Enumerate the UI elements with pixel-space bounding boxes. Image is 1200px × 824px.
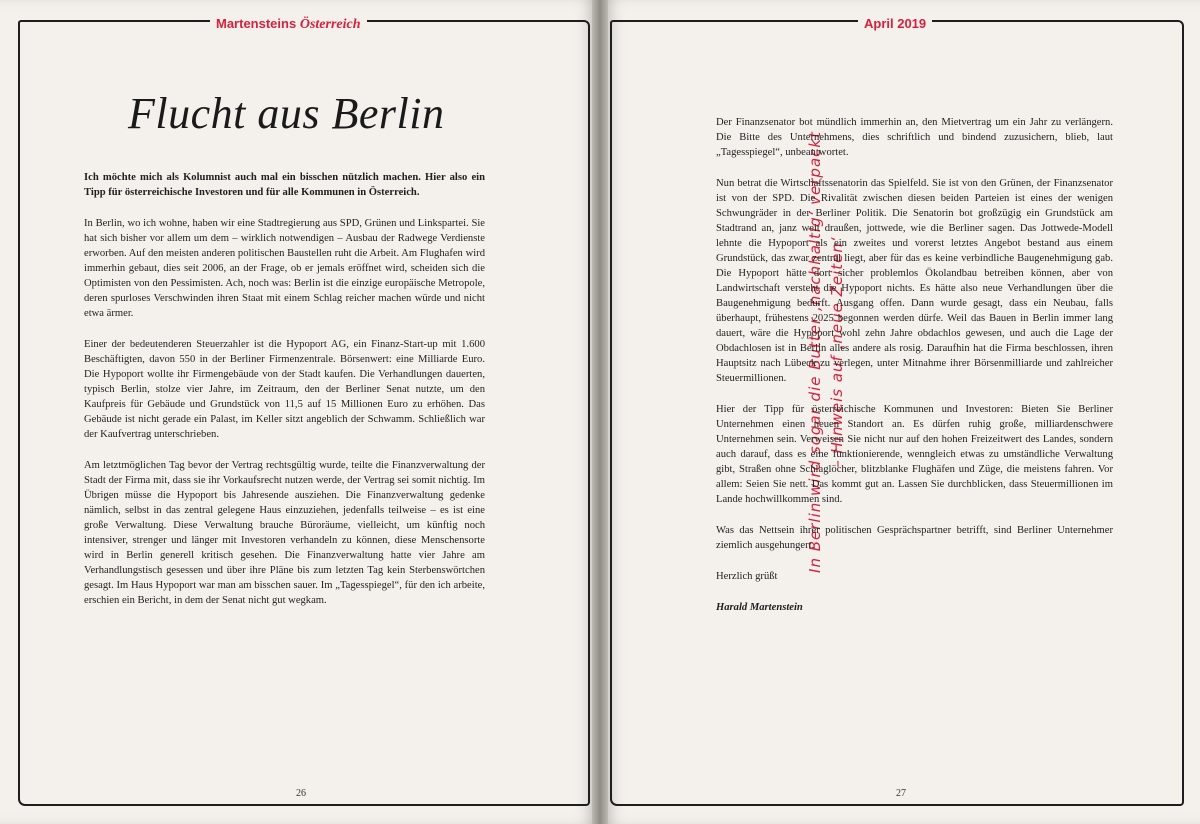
issue-date: April 2019 <box>858 16 932 31</box>
body-paragraph: Nun betrat die Wirtschaftssenatorin das Spielfeld. Sie ist von den Grünen, der Finanzsenator ist von der SPD. Die Rivalität zwischen diesen beiden Parteien ist eines der wenigen Schwungräder in der Berliner Politik. Die Senatorin bot großzügig ein Grundstück am Stadtrand an, janz weit draußen, jottwede, wie die Berliner sagen. Das Jottwede-Modell lehnte die Hypoport als ein zweites und vorerst letztes Angebot bestand aus einem Grundstück, das zwar zentral liegt, aber für das es keine verbindliche Baugenehmigung gab. Die Hypoport hätte dort sicher problemlos Ökolandbau betreiben können, aber von Landwirtschaft versteht die Hypoport nichts. Es hätte also neue Verhandlungen über die Baugenehmigung bedurft. Ausgang offen. Dann wurde gesagt, dass ein Neubau, falls überhaupt, frühestens 2025 begonnen werden dürfe. Weil das Bauen in Berlin immer lang dauert, wäre die Hypoport wohl zehn Jahre obdachlos gewesen, und auch die Lage der Obdachlosen ist in Berlin alles andere als rosig. Daraufhin hat die Firma beschlossen, ihren Hauptsitz nach Lübeck zu verlegen, unter Mitnahme ihrer Börsenmilliarde und zahlreicher Steuermillionen. <box>716 178 1113 384</box>
right-page <box>602 0 1200 824</box>
body-paragraph: In Berlin, wo ich wohne, haben wir eine Stadtregierung aus SPD, Grünen und Linkspartei. Sie hat sich bisher vor allem um dem – wirklich notwendigen – Ausbau der Radwege Verdienste erworben. Auf den meisten anderen politischen Baustellen ruht die Arbeit. Am Flughafen wird immerhin gebaut, dies seit 2006, an der Frage, ob er jemals eröffnet wird, scheiden sich die Optimisten von den Pessimisten. Ach, noch was: Berlin ist die einzige europäische Metropole, deren spurloses Verschwinden ihren Staat mit einem Schlag reicher machen würde und nicht etwa ärmer. <box>84 218 485 319</box>
header-country: Österreich <box>299 17 361 32</box>
author-signature: Harald Martenstein <box>716 602 803 613</box>
lead-paragraph: Ich möchte mich als Kolumnist auch mal ein bisschen nützlich machen. Hier also ein Tipp für österreichische Investoren und für alle Kommunen in Österreich. <box>84 172 485 198</box>
left-column <box>84 170 485 624</box>
body-paragraph: Am letztmöglichen Tag bevor der Vertrag rechtsgültig wurde, teilte die Finanzverwaltung der Stadt der Firma mit, dass sie ihr Vorkaufsrecht nutzen werde, der Vertrag sei somit nichtig. Im Übrigen müsse die Hypoport bis Jahresende ausziehen. Die Finanzverwaltung gedenke nämlich, selbst in das zentral gelegene Haus einzuziehen, jedenfalls teilweise – es ist eine große Verwaltung. Diese Verwaltung brauche Büroräume, vielleicht, um künftig noch intensiver, strenger und länger mit Investoren verhandeln zu können, diese Menschensorte wird in Berlin generell kritisch gesehen. Die Finanzverwaltung hatte vier Jahre am Verhandlungstisch gesessen und über ihre Pläne bis zum letzten Tag kein Sterbenswörtchen gesagt. Im Haus Hypoport war man am bisschen sauer. Im „Tagesspiegel“, für den ich arbeite, erschien ein Bericht, in dem der Senat nicht gut wegkam. <box>84 460 485 606</box>
left-page <box>0 0 598 824</box>
page-number: 26 <box>292 788 310 799</box>
article-title: Flucht aus Berlin <box>128 89 445 138</box>
column-header <box>210 16 367 33</box>
page-number: 27 <box>892 788 910 799</box>
body-paragraph: Was das Nettsein ihrer politischen Gesprächspartner betrifft, sind Berliner Unternehmer ziemlich ausgehungert. <box>716 525 1113 551</box>
body-paragraph: Hier der Tipp für österreichische Kommunen und Investoren: Bieten Sie Berliner Unternehmen einen neuen Standort an. Es dürfen ruhig große, milliardenschwere Unternehmen sein. Verweisen Sie nicht nur auf den hohen Freizeitwert des Landes, sondern auch darauf, dass es eine funktionierende, wenngleich etwas zu umständliche Verwaltung gibt, Straßen ohne Schlaglöcher, blitzblanke Flughäfen und Züge, die meistens fahren. Vor allem: Seien Sie nett. Das kommt gut an. Lassen Sie durchblicken, dass Steuermillionen im Lande hochwillkommen sind. <box>716 404 1113 505</box>
right-column <box>716 115 1113 631</box>
margin-note-line: – Hinweis auf ‚neue Zeiten‘ <box>828 236 846 468</box>
greeting: Herzlich grüßt <box>716 571 778 582</box>
body-paragraph: Der Finanzsenator bot mündlich immerhin an, den Mietvertrag um ein Jahr zu verlängern. Die Bitte des Unternehmens, dies schriftlich und bindend zuzusichern, blieb, laut „Tagesspiegel“, unbeantwortet. <box>716 117 1113 158</box>
header-brand: Martensteins <box>216 16 297 31</box>
book-gutter <box>592 0 608 824</box>
body-paragraph: Einer der bedeutenderen Steuerzahler ist die Hypoport AG, ein Finanz-Start-up mit 1.600 Beschäftigten, davon 550 in der Berliner Firmenzentrale. Börsenwert: eine Milliarde Euro. Die Hypoport wollte ihr Firmengebäude von der Stadt kaufen. Die Verhandlungen dauerten, typisch Berlin, stolze vier Jahre, im Zeitraum, den der Berliner Senat nutzte, um den Kaufpreis für Gebäude und Grundstück von 11,5 auf 15 Millionen Euro zu erhöhen. Das Gebäude ist nicht gerade ein Palast, im Keller sitzt angeblich der Schwamm. Schließlich war der Kaufvertrag unterschrieben. <box>84 339 485 440</box>
margin-note-line: In Berlin wird sogar die Butter ‚nachhaltig‘ verpackt <box>806 131 824 573</box>
